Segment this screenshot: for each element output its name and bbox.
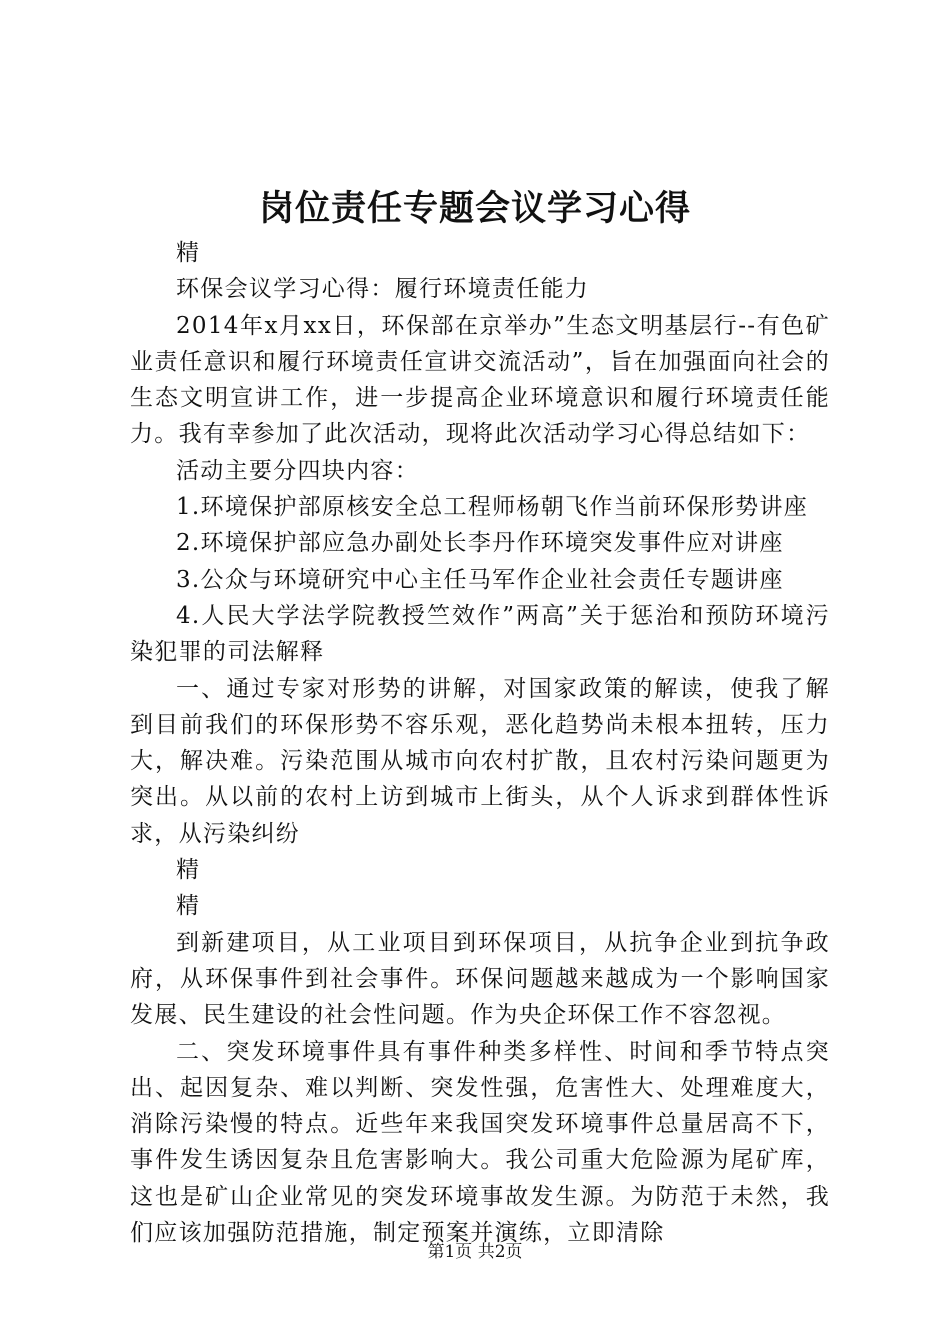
paragraph: 二、突发环境事件具有事件种类多样性、时间和季节特点突出、起因复杂、难以判断、突发性强，危害性大、处理难度大，消除污染慢的特点。近些年来我国突发环境事件总量居高不下，事件发生诱因复杂且危害影响大。我公司重大危险源为尾矿库，这也是矿山企业常见的突发环境事故发生源。为防范于未然，我们应该加强防范措施，制定预案并演练，立即清除 [130, 1038, 830, 1247]
document-title: 岗位责任专题会议学习心得 [258, 188, 691, 229]
paragraph: 到新建项目，从工业项目到环保项目，从抗争企业到抗争政府，从环保事件到社会事件。环保问题越来越成为一个影响国家发展、民生建设的社会性问题。作为央企环保工作不容忽视。 [130, 929, 830, 1029]
paragraph: 2.环境保护部应急办副处长李丹作环境突发事件应对讲座 [176, 530, 784, 557]
paragraph: 4.人民大学法学院教授竺效作”两高”关于惩治和预防环境污染犯罪的司法解释 [130, 602, 830, 666]
paragraph: 活动主要分四块内容： [176, 457, 419, 484]
paragraph: 3.公众与环境研究中心主任马军作企业社会责任专题讲座 [176, 566, 784, 593]
paragraph: 精 [176, 240, 201, 266]
paragraph: 环保会议学习心得：履行环境责任能力 [176, 276, 590, 303]
page-footer: 第1页 共2页 [427, 1242, 523, 1262]
paragraph: 1.环境保护部原核安全总工程师杨朝飞作当前环保形势讲座 [176, 494, 809, 521]
paragraph: 精 [176, 893, 201, 920]
paragraph: 2014年x月xx日，环保部在京举办”生态文明基层行--有色矿业责任意识和履行环境责任宣讲交流活动”，旨在加强面向社会的生态文明宣讲工作，进一步提高企业环境意识和履行环境责任能力。我有幸参加了此次活动，现将此次活动学习心得总结如下： [130, 312, 830, 448]
document-body [130, 235, 830, 1251]
paragraph: 一、通过专家对形势的讲解，对国家政策的解读，使我了解到目前我们的环保形势不容乐观，恶化趋势尚未根本扭转，压力大，解决难。污染范围从城市向农村扩散，且农村污染问题更为突出。从以前的农村上访到城市上街头，从个人诉求到群体性诉求，从污染纠纷 [130, 675, 830, 847]
paragraph: 精 [176, 857, 201, 884]
